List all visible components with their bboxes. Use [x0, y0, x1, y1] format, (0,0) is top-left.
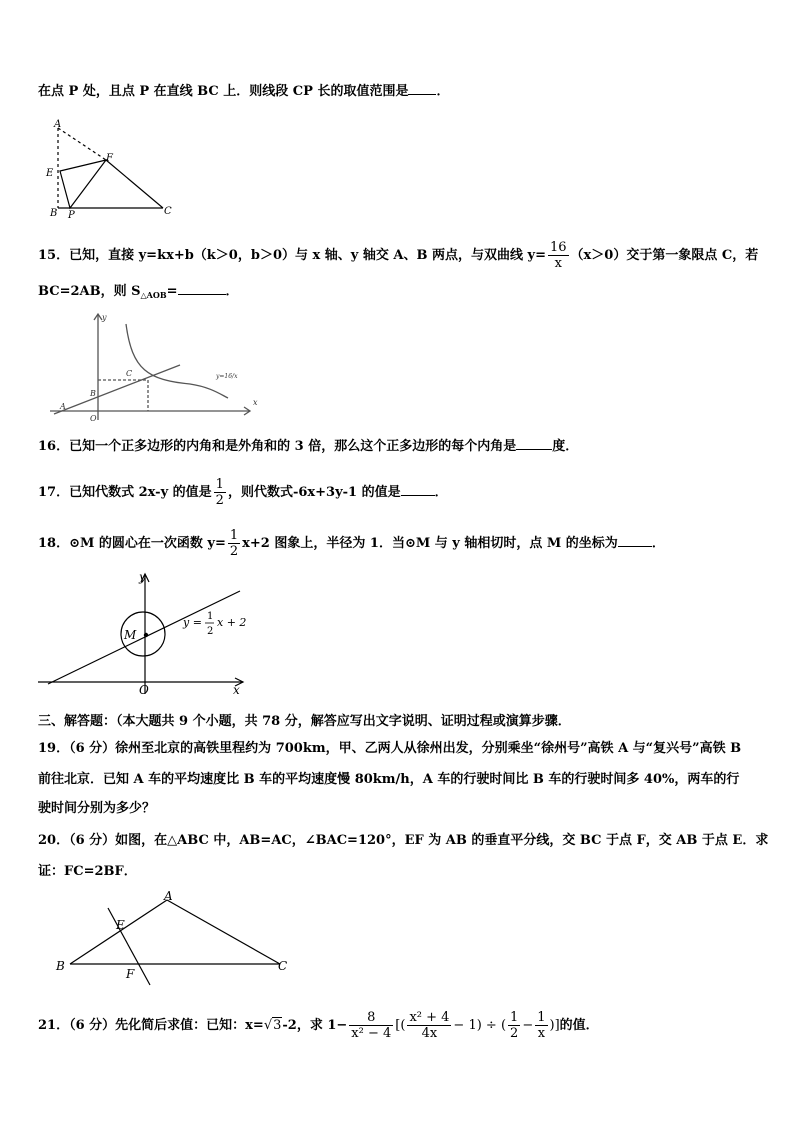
label-C: C	[126, 369, 133, 378]
axis-y-label: y	[139, 570, 146, 584]
q19-line3: 驶时间分别为多少？	[38, 801, 156, 816]
q18-text: 18．⊙M 的圆心在一次函数 y= $\frac{1}{2}$ x+2 图象上，半径为 1．当⊙M 与 y 轴相切时，点 M 的坐标为 ．	[38, 528, 665, 559]
label-A: A	[60, 402, 66, 411]
line-eq-b: x + 2	[217, 616, 247, 629]
q17-text: 17．已知代数式 2x-y 的值是 $\frac{1}{2}$ ，则代数式-6x+3y-1 的值是 ．	[38, 477, 448, 508]
figure-18	[38, 568, 253, 698]
label-B: B	[50, 208, 58, 219]
answer-blank	[178, 282, 226, 295]
fraction: $\frac{\text{x² + 4}}{4x}$	[409, 1010, 450, 1041]
label-B: B	[90, 389, 96, 398]
axis-y-label: y	[102, 313, 107, 322]
label-A: A	[164, 889, 173, 903]
line-eq-num: 1	[207, 611, 214, 622]
q20-line2: 证：FC=2BF．	[38, 864, 137, 879]
q20-line1: 20．（6 分）如图，在△ABC 中，AB=AC，∠BAC=120°，EF 为 AB 的垂直平分线，交 BC 于点 F，交 AB 于点 E．求	[38, 833, 769, 848]
fraction: $\frac{8}{\text{x² − 4}}$	[351, 1010, 392, 1041]
label-F: F	[126, 967, 135, 981]
figure-14	[40, 118, 180, 223]
fraction: $\frac{1}{2}$	[215, 477, 224, 508]
fraction: $\frac{16}{x}$	[549, 240, 567, 271]
q15-line1: 15．已知，直接 y=kx+b（k＞0，b＞0）与 x 轴、y 轴交 A、B 两点，与双曲线 y= $\frac{16}{x}$ （x＞0）交于第一象限点 C，若	[38, 240, 759, 271]
label-B: B	[56, 959, 65, 973]
label-E: E	[46, 168, 54, 179]
label-F: F	[106, 153, 113, 164]
label-A: A	[54, 119, 62, 130]
answer-blank	[618, 534, 652, 547]
q15-line2: BC=2AB，则 $S_{\triangle AOB}=$ ．	[38, 284, 239, 300]
label-O: O	[139, 683, 149, 697]
fraction: $\frac{1}{x}$	[537, 1010, 546, 1041]
q19-line1: 19．（6 分）徐州至北京的高铁里程约为 700km，甲、乙两人从徐州出发，分别乘坐“徐州号”高铁 A 与“复兴号”高铁 B	[38, 741, 742, 756]
sqrt-expression: √3	[263, 1018, 282, 1033]
curve-label: y=16/x	[216, 373, 238, 380]
q21-text: 21．（6 分）先化简后求值：已知：x=√3-2，求 1− $\frac{8}{\text{x² − 4}}$ [( $\frac{\text{x² + 4}}{4x}$ − 1) ÷ ( $\frac{1}{2}$ − $\frac{1}{x}$ )]的值．	[38, 1010, 599, 1041]
q16-text: 16．已知一个正多边形的内角和是外角和的 3 倍，那么这个正多边形的每个内角是 度．	[38, 439, 579, 454]
answer-blank	[408, 82, 436, 95]
q19-line2: 前往北京．已知 A 车的平均速度比 B 车的平均速度慢 80km/h，A 车的行驶时间比 B 车的行驶时间多 40%，两车的行	[38, 772, 740, 787]
axis-x-label: x	[253, 398, 258, 407]
q14-text: 在点 P 处，且点 P 在直线 BC 上．则线段 CP 长的取值范围是 ．	[38, 84, 450, 99]
fraction: $\frac{1}{2}$	[510, 1010, 519, 1041]
answer-blank	[516, 437, 552, 450]
figure-20	[50, 888, 300, 986]
line-eq-den: 2	[207, 626, 214, 637]
figure-15	[50, 310, 280, 425]
label-O: O	[90, 414, 97, 423]
fraction: $\frac{1}{2}$	[229, 528, 239, 559]
label-P: P	[68, 210, 75, 221]
label-E: E	[116, 918, 125, 932]
label-C: C	[278, 959, 288, 973]
line-eq-a: y =	[183, 616, 202, 629]
label-C: C	[164, 206, 172, 217]
answer-blank	[401, 483, 435, 496]
axis-x-label: x	[233, 683, 240, 697]
label-M: M	[124, 628, 137, 642]
section-heading: 三、解答题：（本大题共 9 个小题，共 78 分，解答应写出文字说明、证明过程或演算步骤．	[38, 714, 571, 729]
